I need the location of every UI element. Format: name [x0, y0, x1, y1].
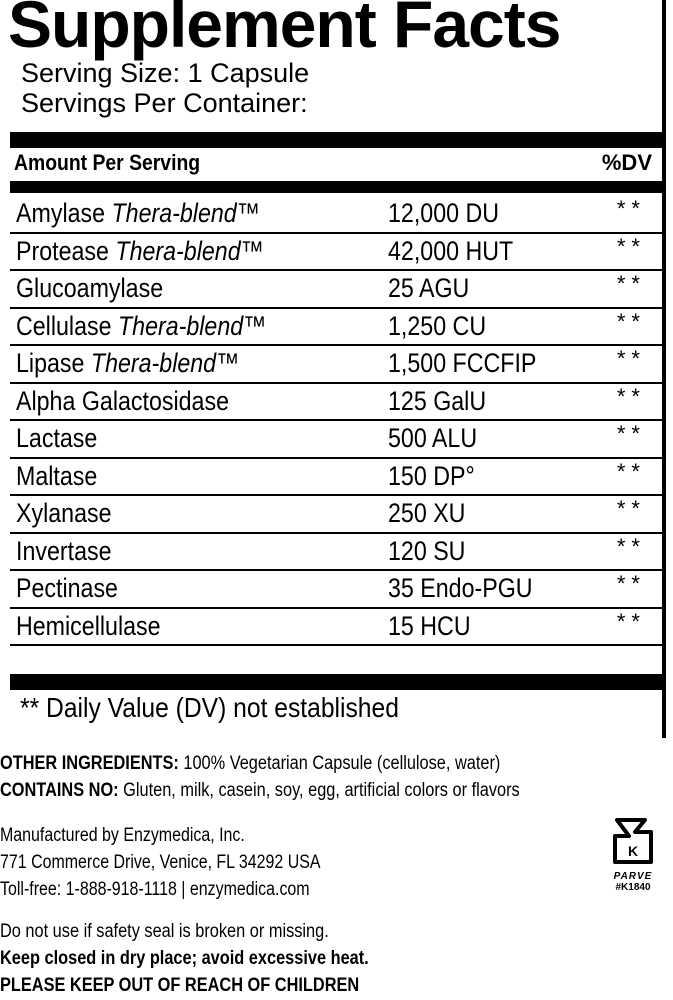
- nutrient-dv: **: [616, 496, 646, 521]
- children-warning: PLEASE KEEP OUT OF REACH OF CHILDREN: [0, 975, 360, 996]
- contains-no-line: [0, 777, 520, 804]
- nutrient-amount: 15 HCU: [388, 610, 471, 641]
- address-line: 771 Commerce Drive, Venice, FL 34292 USA: [0, 852, 321, 873]
- blend-label: Thera-blend™: [111, 310, 267, 341]
- nutrient-amount: 250 XU: [388, 498, 466, 528]
- serving-size: Serving Size: 1 Capsule: [21, 58, 310, 88]
- nutrient-name-text: Glucoamylase: [16, 273, 164, 303]
- divider-thick-top: [10, 132, 662, 148]
- nutrient-row: [10, 459, 662, 497]
- blend-label: Thera-blend™: [84, 348, 240, 378]
- amount-per-serving-header: Amount Per Serving: [14, 150, 201, 175]
- nutrient-row: [10, 496, 662, 534]
- nutrient-row: [10, 234, 662, 272]
- nutrient-rows: [10, 196, 662, 646]
- nutrient-name: [16, 461, 97, 492]
- nutrient-amount: 150 DP°: [388, 460, 475, 491]
- nutrient-dv: **: [616, 571, 646, 596]
- nutrient-dv: **: [616, 308, 646, 334]
- manufacturer-line: Manufactured by Enzymedica, Inc.: [0, 825, 245, 846]
- svg-text:K: K: [627, 843, 639, 859]
- nutrient-row: [10, 384, 662, 422]
- panel-title: Supplement Facts: [8, 0, 561, 61]
- nutrient-name-text: Pectinase: [16, 573, 118, 603]
- nutrient-amount: 35 Endo-PGU: [388, 573, 533, 603]
- nutrient-row: [10, 534, 662, 572]
- divider-thick-bottom: [10, 674, 662, 690]
- nutrient-name-text: Cellulase: [16, 310, 112, 341]
- nutrient-dv: **: [616, 608, 646, 634]
- nutrient-dv: **: [616, 533, 646, 559]
- nutrient-amount: 500 ALU: [388, 423, 478, 453]
- nutrient-name: [16, 311, 266, 342]
- nutrient-dv: **: [616, 271, 646, 296]
- nutrient-dv: **: [616, 346, 646, 371]
- other-ingredients-line: [0, 750, 520, 777]
- nutrient-row: [10, 346, 662, 384]
- nutrient-amount: 120 SU: [388, 535, 466, 566]
- nutrient-amount: 25 AGU: [388, 273, 470, 303]
- nutrient-row: [10, 571, 662, 609]
- nutrient-dv: **: [616, 383, 646, 409]
- nutrient-amount: 1,250 CU: [388, 310, 487, 341]
- nutrient-row: [10, 196, 662, 234]
- dv-footnote: ** Daily Value (DV) not established: [20, 692, 399, 723]
- nutrient-row: [10, 421, 662, 459]
- kosher-code: #K1840: [615, 882, 651, 893]
- nutrient-amount: 125 GalU: [388, 385, 487, 416]
- nutrient-amount: 12,000 DU: [388, 198, 500, 228]
- nutrient-name: [16, 348, 239, 379]
- nutrient-amount: 42,000 HUT: [388, 235, 514, 266]
- nutrient-name-text: Hemicellulase: [16, 610, 161, 641]
- blend-label: Thera-blend™: [108, 235, 264, 266]
- nutrient-amount: 1,500 FCCFIP: [388, 348, 537, 378]
- nutrient-dv: **: [616, 458, 646, 484]
- kosher-k-icon: [611, 816, 655, 866]
- nutrient-dv: **: [616, 421, 646, 446]
- nutrient-name-text: Amylase: [16, 198, 106, 228]
- nutrient-name-text: Alpha Galactosidase: [16, 385, 229, 416]
- servings-per-container: Servings Per Container:: [21, 88, 308, 118]
- safety-seal-warning: Do not use if safety seal is broken or missing.: [0, 921, 329, 942]
- warnings-block: [0, 918, 369, 999]
- nutrient-name: [16, 198, 260, 229]
- contains-no-label: CONTAINS NO:: [0, 780, 119, 801]
- nutrient-name-text: Xylanase: [16, 498, 112, 528]
- other-ingredients-label: OTHER INGREDIENTS:: [0, 753, 179, 774]
- nutrient-row: [10, 271, 662, 309]
- nutrient-name: [16, 498, 112, 529]
- nutrient-name-text: Lipase: [16, 348, 85, 378]
- nutrient-name: [16, 236, 264, 267]
- nutrient-name-text: Invertase: [16, 535, 112, 566]
- nutrient-name: [16, 573, 118, 604]
- other-ingredients-text: 100% Vegetarian Capsule (cellulose, water): [178, 753, 501, 774]
- nutrient-dv: **: [616, 196, 646, 221]
- storage-warning: Keep closed in dry place; avoid excessive heat.: [0, 948, 369, 969]
- nutrient-name-text: Protease: [16, 235, 109, 266]
- nutrient-name: [16, 423, 97, 454]
- contains-no-text: Gluten, milk, casein, soy, egg, artificial colors or flavors: [118, 780, 520, 801]
- kosher-label: PARVE: [613, 871, 653, 882]
- ingredients-block: [0, 750, 520, 804]
- dv-header: %DV: [601, 150, 652, 175]
- nutrient-name: [16, 536, 112, 567]
- nutrient-name-text: Lactase: [16, 423, 98, 453]
- nutrient-row: [10, 309, 662, 347]
- nutrient-row: [10, 609, 662, 647]
- manufacturer-block: [0, 822, 321, 903]
- contact-line: Toll-free: 1-888-918-1118 | enzymedica.com: [0, 879, 310, 900]
- blend-label: Thera-blend™: [105, 198, 260, 228]
- divider-header: [10, 181, 662, 193]
- nutrient-name: [16, 273, 163, 304]
- kosher-symbol: [606, 816, 660, 893]
- nutrient-name: [16, 386, 229, 417]
- nutrient-dv: **: [616, 233, 646, 259]
- nutrient-name-text: Maltase: [16, 460, 98, 491]
- nutrient-name: [16, 611, 161, 642]
